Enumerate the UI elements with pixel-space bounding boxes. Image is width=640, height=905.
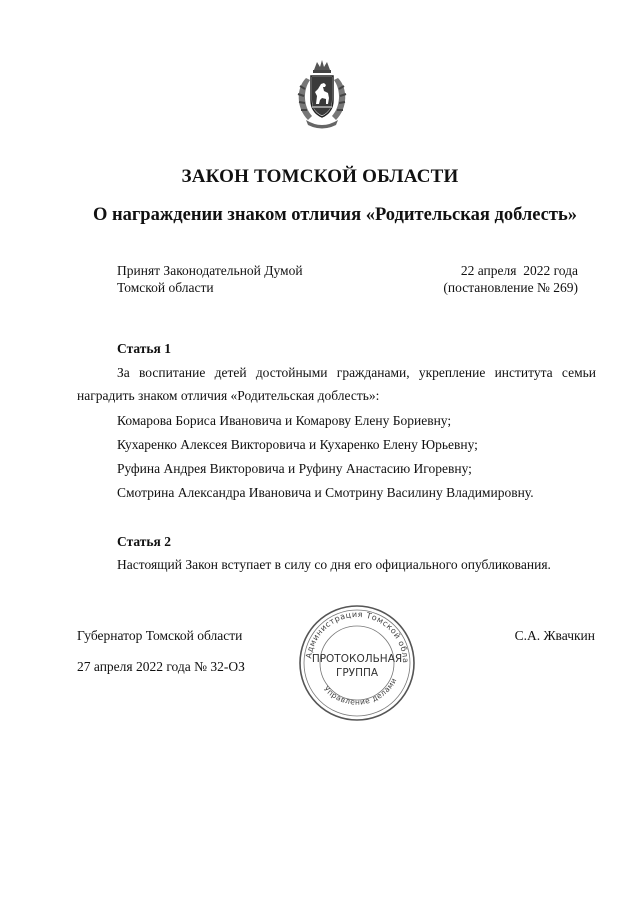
governor-name: С.А. Жвачкин xyxy=(514,628,595,643)
recipient-item: Руфина Андрея Викторовича и Руфину Анастасию Игоревну; xyxy=(117,461,472,476)
article-1-heading: Статья 1 xyxy=(117,341,171,356)
article-1-intro-line2: наградить знаком отличия «Родительская доблесть»: xyxy=(77,388,380,403)
adoption-body-line1: Принят Законодательной Думой xyxy=(117,263,303,278)
stamp-outer-text: Администрация Томской обла xyxy=(304,609,411,664)
stamp-center-line2: ГРУППА xyxy=(335,667,379,679)
official-stamp xyxy=(298,604,416,722)
adoption-right xyxy=(420,262,578,296)
article-1-intro-line1: За воспитание детей достойными гражданами, укрепление института семьи xyxy=(117,365,596,380)
governor-position: Губернатор Томской области xyxy=(77,628,243,643)
adoption-left xyxy=(117,262,303,296)
adoption-date: 22 апреля 2022 года xyxy=(460,263,578,278)
article-2-text: Настоящий Закон вступает в силу со дня его официального опубликования. xyxy=(117,557,551,572)
adoption-resolution: (постановление № 269) xyxy=(443,280,578,295)
law-date-number: 27 апреля 2022 года № 32-ОЗ xyxy=(77,659,245,674)
recipient-item: Комарова Бориса Ивановича и Комарову Елену Бориевну; xyxy=(117,413,452,428)
law-subtitle: О награждении знаком отличия «Родительская доблесть» xyxy=(92,205,578,225)
recipient-item: Кухаренко Алексея Викторовича и Кухаренко Елену Юрьевну; xyxy=(117,437,478,452)
recipient-item: Смотрина Александра Ивановича и Смотрину Василину Владимировну. xyxy=(117,485,534,500)
coat-of-arms-icon xyxy=(292,56,352,132)
article-2-heading: Статья 2 xyxy=(117,534,171,549)
law-title: ЗАКОН ТОМСКОЙ ОБЛАСТИ xyxy=(181,166,459,187)
stamp-bottom-text: Управление делами xyxy=(321,676,399,707)
svg-text:Управление делами xyxy=(322,676,399,707)
stamp-center-line1: ПРОТОКОЛЬНАЯ xyxy=(311,653,403,665)
adoption-body-line2: Томской области xyxy=(117,280,214,295)
